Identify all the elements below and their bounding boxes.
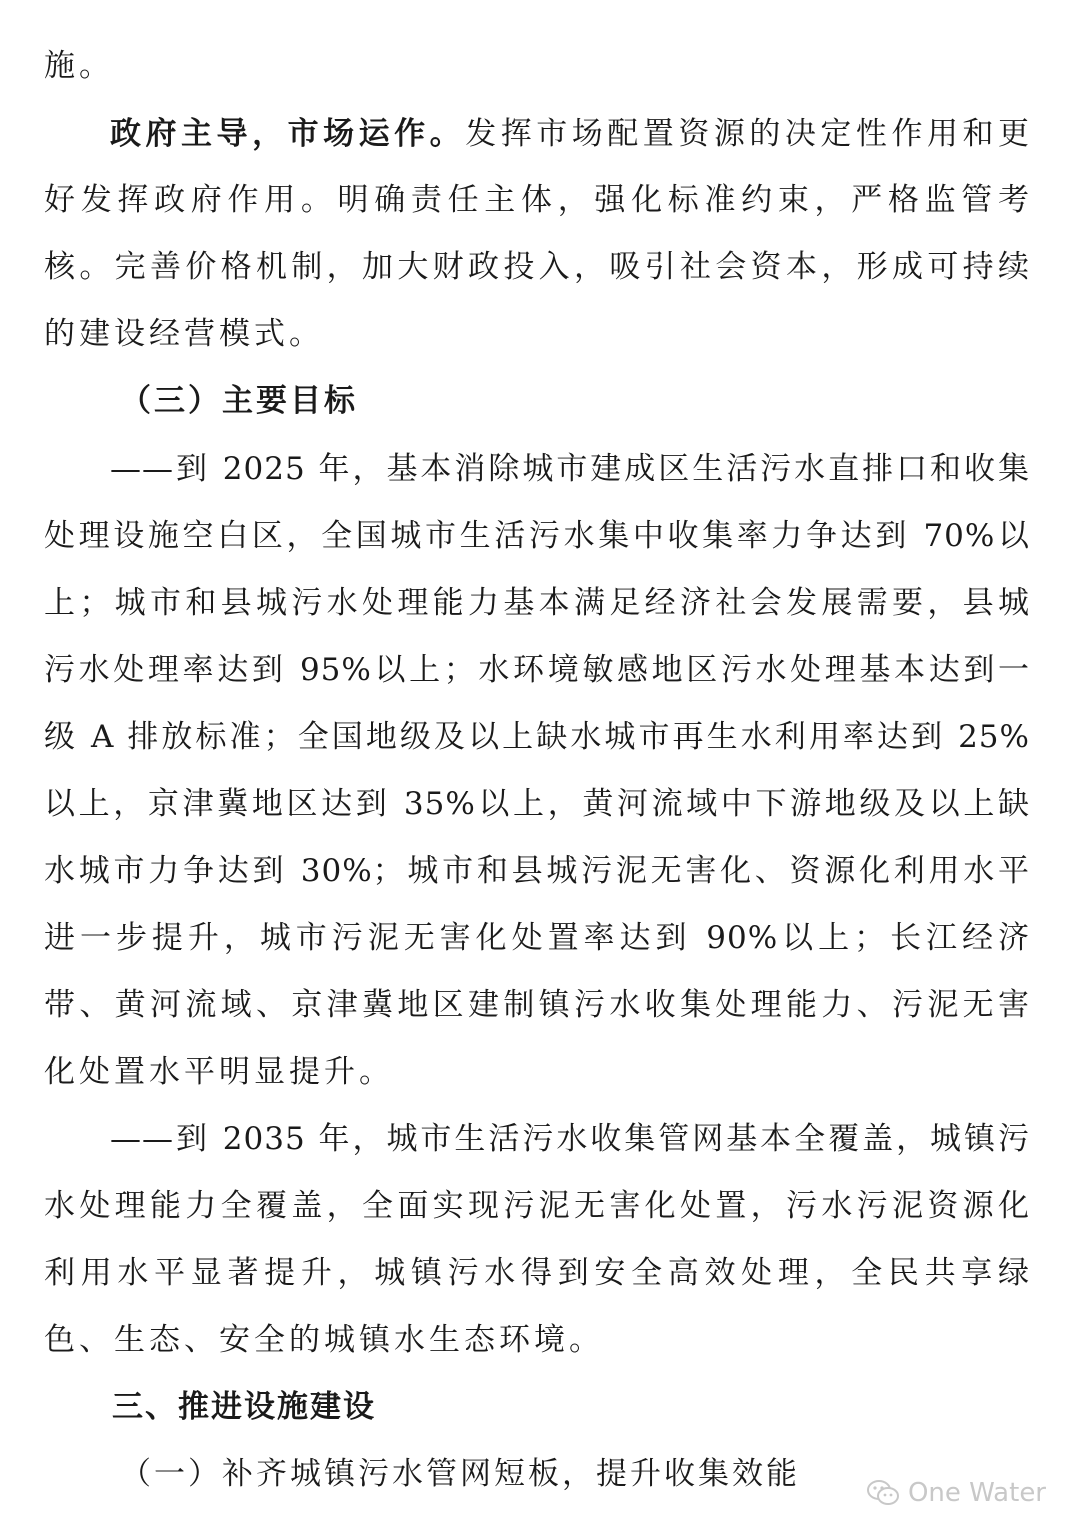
text-line: 处理设施空白区，全国城市生活污水集中收集率力争达到 70%以 [44, 518, 1030, 554]
section-heading-facilities: 三、推进设施建设 [112, 1389, 376, 1425]
text-line: 色、生态、安全的城镇水生态环境。 [44, 1322, 604, 1358]
wechat-icon [866, 1479, 900, 1507]
text-line: 级 A 排放标准；全国地级及以上缺水城市再生水利用率达到 25% [44, 719, 1030, 755]
text-line: 的建设经营模式。 [44, 316, 324, 352]
text-line: 化处置水平明显提升。 [44, 1054, 394, 1090]
paragraph-principle [44, 114, 1030, 154]
text-line: 施。 [44, 48, 114, 84]
principle-text: 发挥市场配置资源的决定性作用和更 [465, 116, 1031, 152]
text-line: ——到 2035 年，城市生活污水收集管网基本全覆盖，城镇污 [110, 1121, 1030, 1157]
text-line: 污水处理率达到 95%以上；水环境敏感地区污水处理基本达到一 [44, 652, 1030, 688]
text-line: 带、黄河流域、京津冀地区建制镇污水收集处理能力、污泥无害 [44, 987, 1030, 1023]
text-line: ——到 2025 年，基本消除城市建成区生活污水直排口和收集 [110, 451, 1030, 487]
section-subheading-goals: （三）主要目标 [120, 383, 358, 419]
section-subheading-pipe-network: （一）补齐城镇污水管网短板，提升收集效能 [120, 1456, 800, 1492]
text-line: 进一步提升，城市污泥无害化处置率达到 90%以上；长江经济 [44, 920, 1030, 956]
text-line: 水处理能力全覆盖，全面实现污泥无害化处置，污水污泥资源化 [44, 1188, 1030, 1224]
watermark-text: One Water [907, 1478, 1046, 1508]
text-line: 水城市力争达到 30%；城市和县城污泥无害化、资源化利用水平 [44, 853, 1030, 889]
text-line: 以上，京津冀地区达到 35%以上，黄河流域中下游地级及以上缺 [44, 786, 1030, 822]
text-line: 好发挥政府作用。明确责任主体，强化标准约束，严格监管考 [44, 182, 1030, 218]
text-line: 核。完善价格机制，加大财政投入，吸引社会资本，形成可持续 [44, 249, 1030, 285]
text-line: 利用水平显著提升，城镇污水得到安全高效处理，全民共享绿 [44, 1255, 1030, 1291]
principle-heading: 政府主导，市场运作。 [110, 116, 466, 152]
text-line: 上；城市和县城污水处理能力基本满足经济社会发展需要，县城 [44, 585, 1030, 621]
watermark [866, 1478, 1046, 1508]
